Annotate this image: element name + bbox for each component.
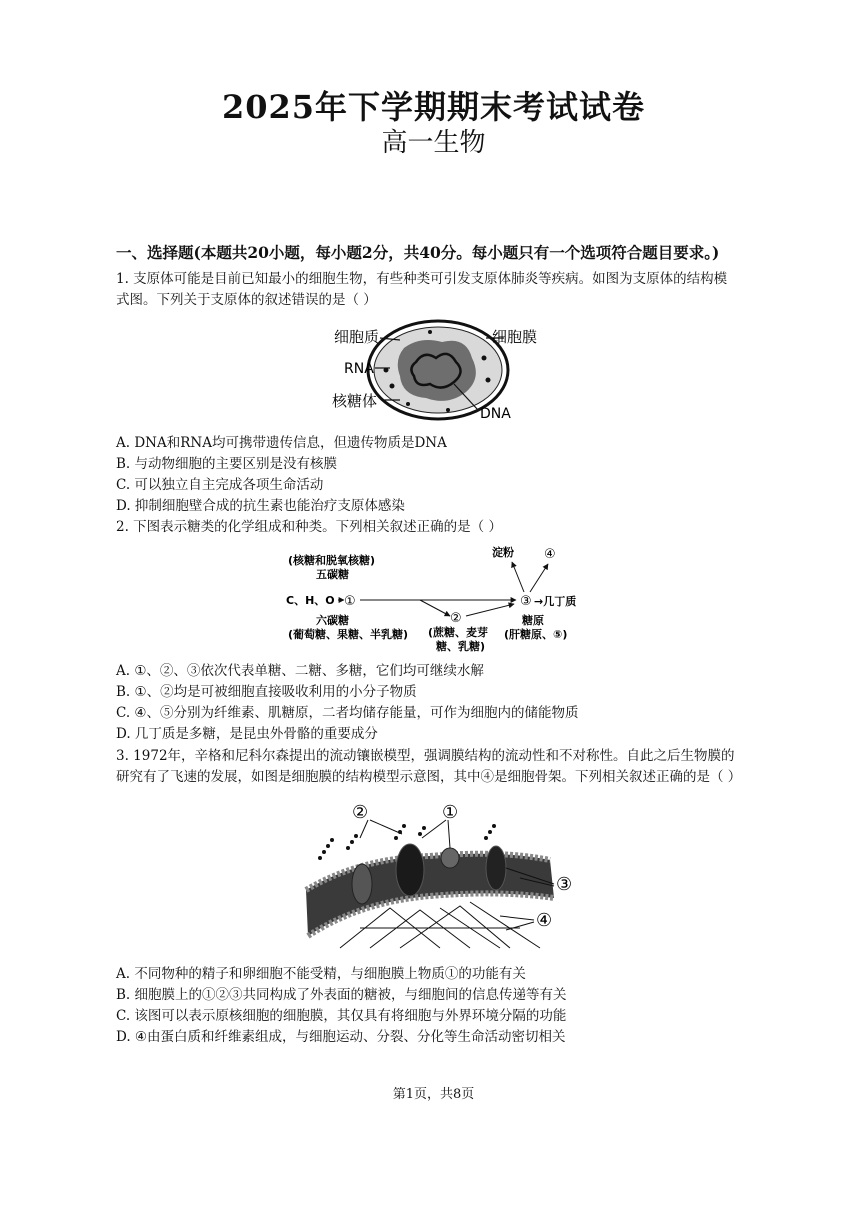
ribosome-dot: [486, 378, 491, 383]
label-ribosome: 核糖体: [332, 392, 378, 410]
q1-option-a[interactable]: A. DNA和RNA均可携带遗传信息，但遗传物质是DNA: [116, 435, 447, 451]
nucleoid-region: [398, 340, 476, 401]
q1-option-d[interactable]: D. 抑制细胞壁合成的抗生素也能治疗支原体感染: [116, 498, 405, 514]
membrane-protein: [396, 844, 424, 896]
q3-stem-line1: 3. 1972年，辛格和尼科尔森提出的流动镶嵌模型，强调膜结构的流动性和不对称性。自此之后生物膜的: [116, 748, 735, 764]
glycogen-note: (肝糖原、⑤): [504, 628, 568, 641]
label-4: ④: [536, 910, 553, 931]
node-1: ①: [344, 594, 356, 609]
node-3: ③: [520, 594, 532, 609]
q3-option-a[interactable]: A. 不同物种的精子和卵细胞不能受精，与细胞膜上物质①的功能有关: [116, 966, 526, 982]
ribosome-dot: [446, 408, 450, 412]
q3-stem-line2: 研究有了飞速的发展，如图是细胞膜的结构模型示意图，其中④是细胞骨架。下列相关叙述正确的是（ ）: [116, 769, 742, 785]
q3-option-d[interactable]: D. ④由蛋白质和纤维素组成，与细胞运动、分裂、分化等生命活动密切相关: [116, 1029, 566, 1045]
ribosome-dot: [428, 330, 432, 334]
pentose-note: (核糖和脱氧核糖): [288, 554, 376, 567]
q2-sugar-diagram: [282, 542, 622, 652]
label-dna: DNA: [480, 406, 511, 422]
membrane-protein: [441, 848, 459, 868]
page-number: 第1页，共8页: [392, 1087, 475, 1102]
q2-option-d[interactable]: D. 几丁质是多糖，是昆虫外骨骼的重要成分: [116, 726, 378, 742]
hexose-note: (葡萄糖、果糖、半乳糖): [288, 628, 409, 641]
node-2: ②: [450, 611, 462, 626]
q1-stem-line2: 式图。下列关于支原体的叙述错误的是（ ）: [116, 292, 377, 308]
label-3: ③: [556, 874, 573, 895]
node-4: ④: [544, 547, 556, 562]
label-2: ②: [352, 802, 369, 823]
membrane-protein: [486, 846, 506, 890]
pentose-label: 五碳糖: [316, 568, 349, 581]
label-rna: RNA: [344, 361, 374, 377]
section-heading: 一、选择题(本题共20小题，每小题2分，共40分。每小题只有一个选项符合题目要求。): [116, 243, 720, 262]
exam-subtitle: 高一生物: [381, 128, 486, 158]
q3-option-b[interactable]: B. 细胞膜上的①②③共同构成了外表面的糖被，与细胞间的信息传递等有关: [116, 987, 567, 1003]
q3-option-c[interactable]: C. 该图可以表示原核细胞的细胞膜，其仅具有将细胞与外界环境分隔的功能: [116, 1008, 567, 1024]
q1-stem-line1: 1. 支原体可能是目前已知最小的细胞生物，有些种类可引发支原体肺炎等疾病。如图为支原体的结构模: [116, 271, 728, 287]
q1-option-b[interactable]: B. 与动物细胞的主要区别是没有核膜: [116, 456, 338, 472]
label-cell-membrane: 细胞膜: [492, 328, 538, 346]
q1-mycoplasma-figure: [320, 318, 560, 428]
q2-option-c[interactable]: C. ④、⑤分别为纤维素、肌糖原，二者均储存能量，可作为细胞内的储能物质: [116, 705, 579, 721]
q2-stem: 2. 下图表示糖类的化学组成和种类。下列相关叙述正确的是（ ）: [116, 519, 502, 535]
exam-title: 2025年下学期期末考试试卷: [221, 88, 646, 126]
disaccharide-note-2: 糖、乳糖): [436, 640, 486, 652]
ribosome-dot: [482, 356, 487, 361]
cytoskeleton-network: [340, 902, 540, 948]
ribosome-dot: [390, 384, 395, 389]
ribosome-dot: [406, 402, 410, 406]
hexose-label: 六碳糖: [316, 614, 349, 627]
q3-membrane-figure: [300, 798, 590, 956]
starch-label: 淀粉: [492, 546, 514, 559]
membrane-protein: [352, 864, 372, 904]
label-1: ①: [442, 802, 459, 823]
q2-option-a[interactable]: A. ①、②、③依次代表单糖、二糖、多糖，它们均可继续水解: [116, 663, 484, 679]
label-cytoplasm: 细胞质: [334, 328, 380, 346]
elements-label: C、H、O: [286, 594, 335, 607]
q1-option-c[interactable]: C. 可以独立自主完成各项生命活动: [116, 477, 324, 493]
disaccharide-note-1: (蔗糖、麦芽: [428, 626, 489, 639]
chitin-label: →几丁质: [534, 595, 577, 608]
glycogen-label: 糖原: [522, 614, 544, 627]
q2-option-b[interactable]: B. ①、②均是可被细胞直接吸收利用的小分子物质: [116, 684, 417, 700]
